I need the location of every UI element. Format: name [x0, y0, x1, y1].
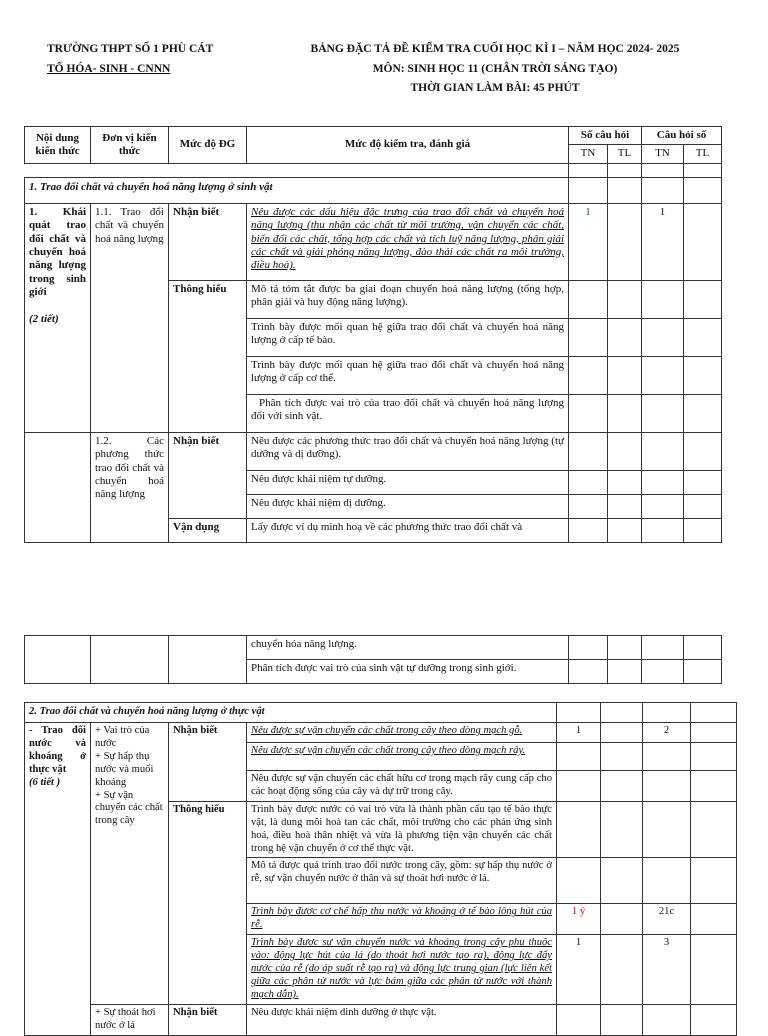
section-2-hours: (6 tiết ) [29, 776, 61, 788]
time-line: THỜI GIAN LÀM BÀI: 45 PHÚT [410, 82, 580, 94]
section-2-content [25, 722, 91, 1004]
criteria-row: Trình bày được nước có vai trò vừa là thành phần cấu tạo tế bào thực vật, là dung môi hoà tan các chất, môi trường cho các phản ứng sinh hoá, điều hoà thân nhiệt và vừa là phương tiện vận chuyển các chất trong hệ vận chuyển ở cơ thể thực vật. [247, 801, 557, 858]
number-tn: 3 [643, 935, 691, 1005]
criteria-row: Trình bày được cơ chế hấp thu nước và khoáng ở tế bào lông hút của rễ. [247, 904, 557, 935]
criteria-row: Phân tích được vai trò của trao đổi chất và chuyển hoá năng lượng đối với sinh vật. [247, 394, 569, 432]
header-tl: TL [608, 145, 642, 163]
count-tn: 1 [557, 722, 601, 742]
count-tn: 1 [557, 935, 601, 1005]
criteria-row: Trình bày được mối quan hệ giữa trao đổi chất và chuyển hoá năng lượng ở cấp tế bào. [247, 318, 569, 356]
section-1-content-text: 1. Khái quát trao đổi chất và chuyển hoá năng lượng trong sinh giới [29, 205, 86, 299]
criteria-row: Nêu được khái niệm tự dưỡng. [247, 470, 569, 494]
level-nhan-biet: Nhận biết [169, 722, 247, 801]
header-question-number: Câu hỏi số [642, 127, 722, 145]
criteria-row: Nêu được khái niệm dinh dưỡng ở thực vật. [247, 1005, 557, 1036]
criteria-row: Trình bày được sự vận chuyển nước và khoáng trong cây phụ thuộc vào: động lực hút của lá (do thoát hơi nước tạo ra), động lực đẩy nước của rễ (do áp suất rễ tạo ra) và động lực trung gian (lực liên kết giữa các phân tử nước và lực bám giữa các phân tử nước với thành mạch dẫn). [247, 935, 557, 1005]
header-level: Mức độ ĐG [169, 127, 247, 164]
criteria-row: Mô tả tóm tắt được ba giai đoạn chuyển hoá năng lượng (tổng hợp, phân giải và huy động năng lượng). [247, 280, 569, 318]
criteria-row: Nêu được các dấu hiệu đặc trưng của trao đổi chất và chuyển hoá năng lượng (thu nhận các chất từ môi trường, vận chuyển các chất, biến đổi các chất, tổng hợp các chất và tích luỹ năng lượng, phân giải các chất và giải phóng năng lượng, đào thải các chất ra môi trường, điều hoà). [247, 203, 569, 280]
number-tn: 21c [643, 904, 691, 935]
header-criteria: Mức độ kiểm tra, đánh giá [247, 127, 569, 164]
department-name: TỔ HÓA- SINH - CNNN [47, 63, 171, 75]
section-1-hours: (2 tiết) [29, 313, 59, 326]
number-tn: 1 [642, 203, 684, 280]
level-thong-hieu: Thông hiểu [169, 280, 247, 432]
criteria-row: Lấy được ví dụ minh hoạ về các phương thức trao đổi chất và [247, 518, 569, 542]
section-2-content-text: - Trao đổi nước và khoáng ở thực vật [29, 724, 86, 775]
section-1-title: 1. Trao đổi chất và chuyển hoá năng lượng ở sinh vật [25, 177, 569, 203]
unit-1-1: 1.1. Trao đổi chất và chuyển hoá năng lượng [91, 203, 169, 432]
school-name: TRƯỜNG THPT SỐ 1 PHÙ CÁT [47, 43, 214, 55]
document-title: BẢNG ĐẶC TẢ ĐỀ KIỂM TRA CUỐI HỌC KÌ I – NĂM HỌC 2024- 2025 [310, 43, 680, 55]
level-nhan-biet: Nhận biết [169, 432, 247, 518]
count-tn: 1 [569, 203, 608, 280]
criteria-row: Nêu được sự vận chuyển các chất trong cây theo dòng mạch rây. [247, 742, 557, 770]
subject-line: MÔN: SINH HỌC 11 (CHÂN TRỜI SÁNG TẠO) [372, 63, 618, 75]
unit-2-2: + Sự thoát hơi nước ở lá [91, 1005, 169, 1036]
level-nhan-biet: Nhận biết [169, 203, 247, 280]
number-tn: 2 [643, 722, 691, 742]
criteria-row: Nêu được khái niệm dị dưỡng. [247, 494, 569, 518]
header-tn: TN [569, 145, 608, 163]
criteria-row: Nêu được sự vận chuyển các chất trong cây theo dòng mạch gỗ. [247, 722, 557, 742]
level-thong-hieu: Thông hiểu [169, 801, 247, 1005]
spec-table-page2 [24, 635, 722, 684]
spec-table-page1 [24, 126, 722, 543]
header-content: Nội dung kiến thức [25, 127, 91, 164]
criteria-row: Mô tả được quá trình trao đổi nước trong cây, gồm: sự hấp thụ nước ở rễ, sự vận chuyển nước ở thân và sự thoát hơi nước ở lá. [247, 858, 557, 904]
unit-1-2: 1.2. Các phương thức trao đổi chất và chuyển hoá năng lượng [91, 432, 169, 542]
criteria-row: chuyển hóa năng lượng. [247, 636, 569, 660]
criteria-row: Nêu được sự vận chuyển các chất hữu cơ trong mạch rây cung cấp cho các hoạt động sống của cây và dự trữ trong cây. [247, 770, 557, 801]
section-2-title: 2. Trao đổi chất và chuyển hoá năng lượng ở thực vật [25, 703, 557, 723]
unit-2-1: + Vai trò của nước + Sự hấp thụ nước và muối khoáng + Sự vận chuyển các chất trong cây [91, 722, 169, 1004]
section-1-content [25, 203, 91, 432]
spec-table-section2 [24, 702, 737, 1036]
header-question-count: Số câu hỏi [569, 127, 642, 145]
criteria-row: Phân tích được vai trò của sinh vật tự dưỡng trong sinh giới. [247, 660, 569, 684]
level-van-dung: Vận dụng [169, 518, 247, 542]
header-tn-no: TN [642, 145, 684, 163]
header-tl-no: TL [684, 145, 722, 163]
level-nhan-biet: Nhận biết [169, 1005, 247, 1036]
header-unit: Đơn vị kiến thức [91, 127, 169, 164]
criteria-row: Trình bày được mối quan hệ giữa trao đổi chất và chuyển hoá năng lượng ở cấp cơ thể. [247, 356, 569, 394]
criteria-row: Nêu được các phương thức trao đổi chất và chuyển hoá năng lượng (tự dưỡng và dị dưỡng). [247, 432, 569, 470]
count-tn: 1 ý [557, 904, 601, 935]
